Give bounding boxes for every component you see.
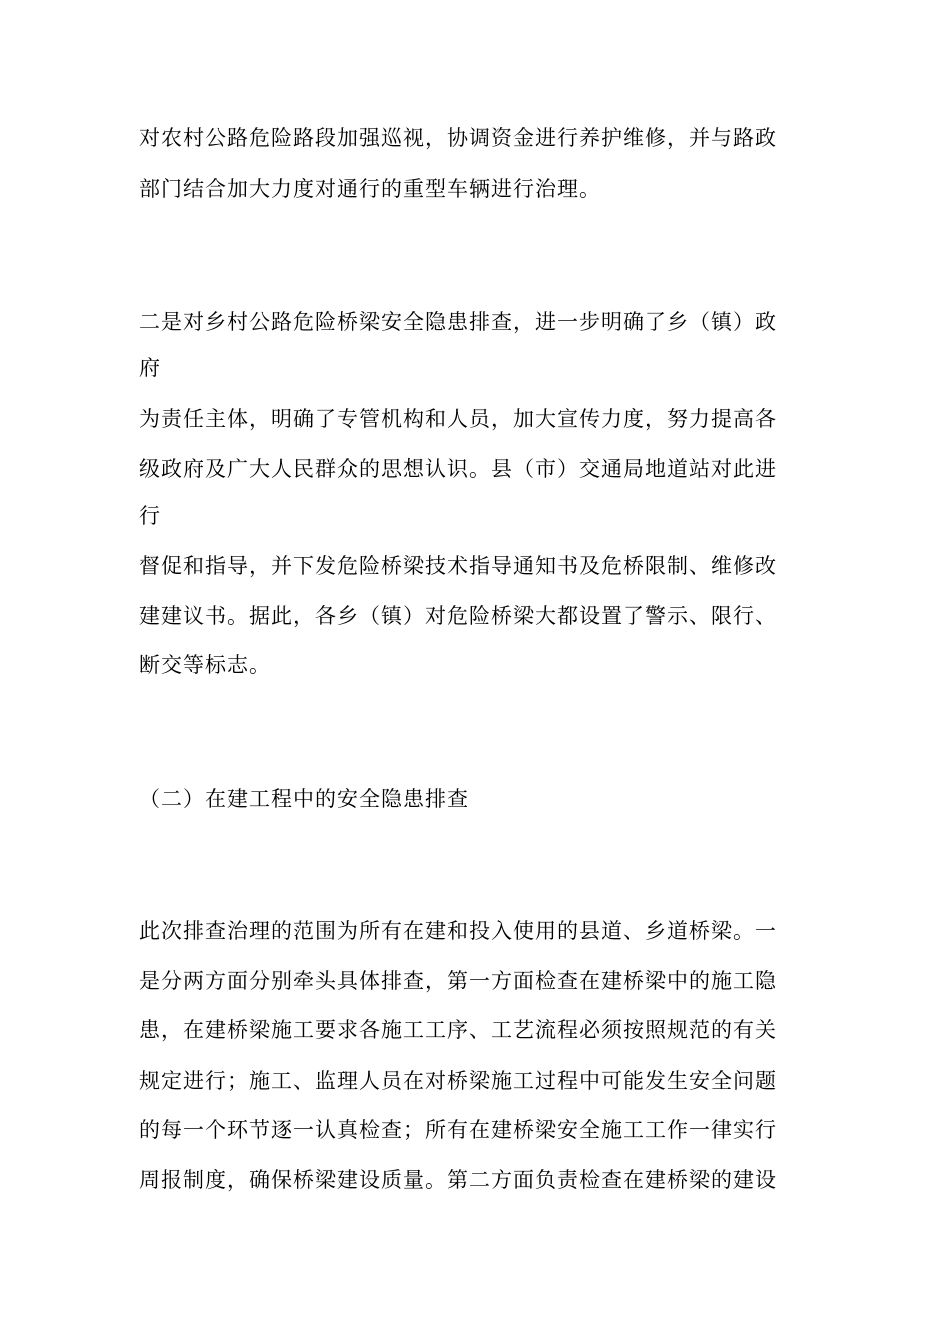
- text-line: 断交等标志。: [139, 653, 271, 677]
- text-line: 是分两方面分别牵头具体排查，第一方面检查在建桥梁中的施工隐: [139, 969, 777, 993]
- text-line: 周报制度，确保桥梁建设质量。第二方面负责检查在建桥梁的建设: [139, 1168, 777, 1192]
- text-line: 对农村公路危险路段加强巡视，协调资金进行养护维修，并与路政: [139, 126, 777, 150]
- text-line: 部门结合加大力度对通行的重型车辆进行治理。: [139, 177, 601, 201]
- text-line: 患，在建桥梁施工要求各施工工序、工艺流程必须按照规范的有关: [139, 1018, 777, 1042]
- text-line: 建建议书。据此，各乡（镇）对危险桥梁大都设置了警示、限行、: [139, 604, 777, 628]
- section-heading: （二）在建工程中的安全隐患排查: [139, 787, 469, 811]
- text-line: 为责任主体，明确了专管机构和人员，加大宣传力度，努力提高各: [139, 407, 777, 431]
- text-line: 行: [139, 504, 161, 528]
- text-line: 规定进行；施工、监理人员在对桥梁施工过程中可能发生安全问题: [139, 1069, 777, 1093]
- text-line: 级政府及广大人民群众的思想认识。县（市）交通局地道站对此进: [139, 457, 777, 481]
- text-line: 的每一个环节逐一认真检查；所有在建桥梁安全施工工作一律实行: [139, 1118, 777, 1142]
- text-line: 督促和指导，并下发危险桥梁技术指导通知书及危桥限制、维修改: [139, 554, 777, 578]
- text-line: 二是对乡村公路危险桥梁安全隐患排查，进一步明确了乡（镇）政: [139, 310, 777, 334]
- text-line: 此次排查治理的范围为所有在建和投入使用的县道、乡道桥梁。一: [139, 919, 777, 943]
- text-line: 府: [139, 356, 161, 380]
